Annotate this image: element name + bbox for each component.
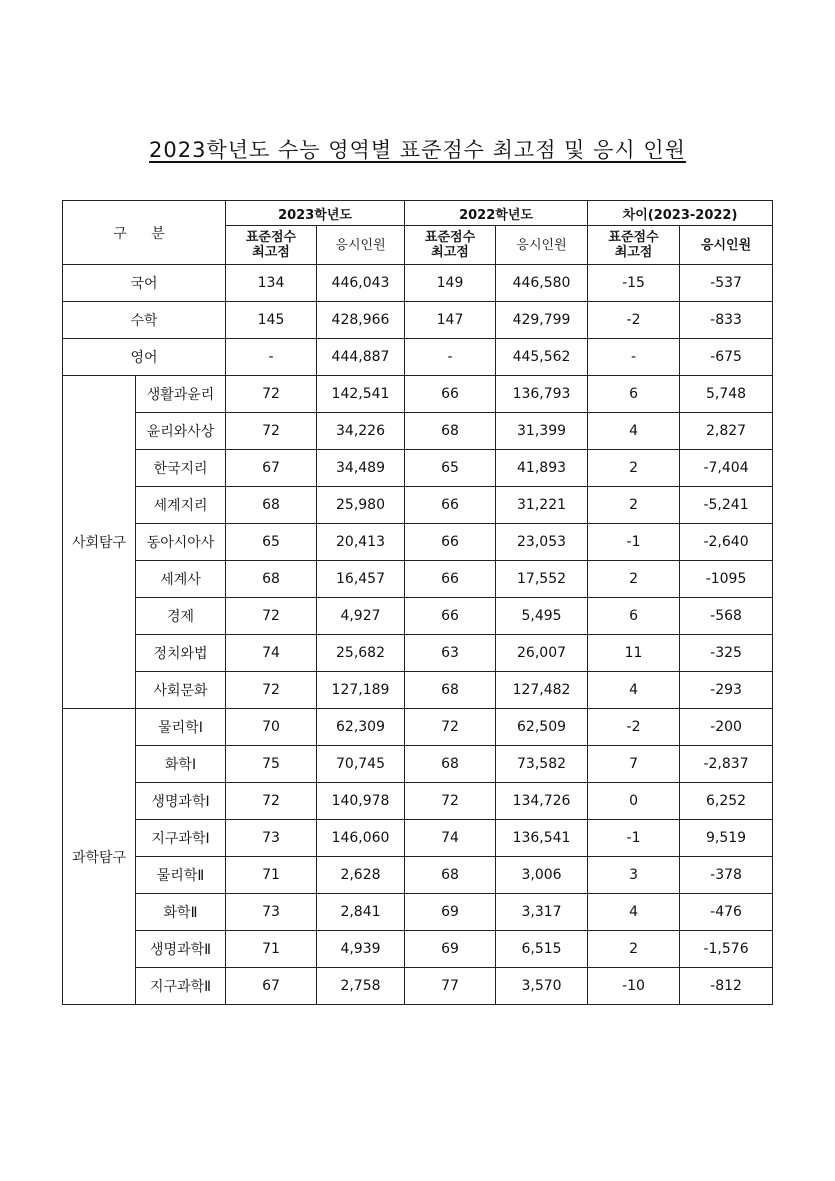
score-diff: -10	[588, 968, 680, 1005]
score-diff: -	[588, 339, 680, 376]
applicants-2022: 3,317	[496, 894, 588, 931]
score-diff: 6	[588, 598, 680, 635]
year-2023-header: 2023학년도	[226, 201, 405, 226]
subject-name: 물리학Ⅱ	[136, 857, 226, 894]
applicants-2023: 62,309	[317, 709, 405, 746]
applicants-2023: 127,189	[317, 672, 405, 709]
score-2023: 72	[226, 672, 317, 709]
table-row	[63, 413, 773, 450]
applicants-diff: 6,252	[680, 783, 773, 820]
table-row	[63, 302, 773, 339]
applicants-2022: 3,006	[496, 857, 588, 894]
subject-name: 생명과학Ⅰ	[136, 783, 226, 820]
score-diff: -2	[588, 302, 680, 339]
score-diff: -1	[588, 524, 680, 561]
applicants-header-diff: 응시인원	[680, 226, 773, 265]
subject-name: 지구과학Ⅰ	[136, 820, 226, 857]
subject-name: 지구과학Ⅱ	[136, 968, 226, 1005]
score-2023: 67	[226, 968, 317, 1005]
applicants-2023: 70,745	[317, 746, 405, 783]
table-row	[63, 968, 773, 1005]
score-2023: 68	[226, 487, 317, 524]
applicants-2023: 20,413	[317, 524, 405, 561]
diff-header: 차이(2023-2022)	[588, 201, 773, 226]
applicants-2022: 26,007	[496, 635, 588, 672]
applicants-2022: 5,495	[496, 598, 588, 635]
applicants-diff: -2,837	[680, 746, 773, 783]
score-2023: 72	[226, 598, 317, 635]
subject-name: 사회문화	[136, 672, 226, 709]
subject-name: 영어	[63, 339, 226, 376]
score-diff: 2	[588, 561, 680, 598]
subject-name: 생활과윤리	[136, 376, 226, 413]
year-2022-header: 2022학년도	[405, 201, 588, 226]
table-row	[63, 339, 773, 376]
subject-name: 생명과학Ⅱ	[136, 931, 226, 968]
applicants-diff: -568	[680, 598, 773, 635]
applicants-2023: 140,978	[317, 783, 405, 820]
score-diff: 6	[588, 376, 680, 413]
score-2022: 68	[405, 672, 496, 709]
applicants-2023: 25,682	[317, 635, 405, 672]
applicants-header-2022: 응시인원	[496, 226, 588, 265]
applicants-2022: 429,799	[496, 302, 588, 339]
table-row	[63, 672, 773, 709]
group-name: 과학탐구	[63, 709, 136, 1005]
score-2023: 72	[226, 413, 317, 450]
score-2023: 145	[226, 302, 317, 339]
score-diff: 4	[588, 894, 680, 931]
applicants-diff: -675	[680, 339, 773, 376]
score-2023: 67	[226, 450, 317, 487]
group-name: 사회탐구	[63, 376, 136, 709]
score-2022: 66	[405, 524, 496, 561]
applicants-diff: -1095	[680, 561, 773, 598]
applicants-2022: 136,541	[496, 820, 588, 857]
score-2022: 147	[405, 302, 496, 339]
score-diff: 3	[588, 857, 680, 894]
applicants-diff: -833	[680, 302, 773, 339]
applicants-2023: 2,841	[317, 894, 405, 931]
table-row	[63, 931, 773, 968]
table-row	[63, 635, 773, 672]
score-2023: 72	[226, 783, 317, 820]
score-2023: 72	[226, 376, 317, 413]
applicants-2022: 73,582	[496, 746, 588, 783]
applicants-2023: 142,541	[317, 376, 405, 413]
table-row	[63, 709, 773, 746]
applicants-2022: 31,399	[496, 413, 588, 450]
table-row	[63, 450, 773, 487]
table-row	[63, 487, 773, 524]
applicants-2023: 444,887	[317, 339, 405, 376]
table-row	[63, 783, 773, 820]
score-diff: -2	[588, 709, 680, 746]
score-2022: 66	[405, 598, 496, 635]
applicants-2022: 445,562	[496, 339, 588, 376]
applicants-2022: 23,053	[496, 524, 588, 561]
score-2023: 73	[226, 894, 317, 931]
table-row	[63, 376, 773, 413]
applicants-2023: 2,628	[317, 857, 405, 894]
subject-name: 경제	[136, 598, 226, 635]
subject-name: 한국지리	[136, 450, 226, 487]
subject-name: 화학Ⅱ	[136, 894, 226, 931]
score-2023: -	[226, 339, 317, 376]
applicants-diff: -378	[680, 857, 773, 894]
applicants-diff: -5,241	[680, 487, 773, 524]
applicants-2023: 4,939	[317, 931, 405, 968]
applicants-2023: 146,060	[317, 820, 405, 857]
applicants-diff: 9,519	[680, 820, 773, 857]
table-row	[63, 598, 773, 635]
score-2023: 134	[226, 265, 317, 302]
applicants-2022: 41,893	[496, 450, 588, 487]
applicants-diff: -812	[680, 968, 773, 1005]
score-2022: 69	[405, 931, 496, 968]
applicants-2023: 34,489	[317, 450, 405, 487]
subject-name: 동아시아사	[136, 524, 226, 561]
score-2022: -	[405, 339, 496, 376]
applicants-diff: -2,640	[680, 524, 773, 561]
table-row	[63, 561, 773, 598]
score-2023: 74	[226, 635, 317, 672]
score-2022: 65	[405, 450, 496, 487]
applicants-header-2023: 응시인원	[317, 226, 405, 265]
applicants-2023: 34,226	[317, 413, 405, 450]
score-2022: 69	[405, 894, 496, 931]
score-2022: 68	[405, 857, 496, 894]
score-diff: 4	[588, 413, 680, 450]
table-row	[63, 857, 773, 894]
applicants-2022: 3,570	[496, 968, 588, 1005]
applicants-2022: 6,515	[496, 931, 588, 968]
subject-name: 세계지리	[136, 487, 226, 524]
applicants-2023: 16,457	[317, 561, 405, 598]
table-row	[63, 265, 773, 302]
subject-name: 정치와법	[136, 635, 226, 672]
score-2022: 72	[405, 709, 496, 746]
applicants-diff: 2,827	[680, 413, 773, 450]
applicants-diff: 5,748	[680, 376, 773, 413]
score-2022: 77	[405, 968, 496, 1005]
subject-name: 수학	[63, 302, 226, 339]
score-2022: 149	[405, 265, 496, 302]
score-diff: 2	[588, 931, 680, 968]
score-diff: 2	[588, 450, 680, 487]
applicants-diff: -293	[680, 672, 773, 709]
score-2023: 71	[226, 931, 317, 968]
applicants-diff: -325	[680, 635, 773, 672]
subject-name: 윤리와사상	[136, 413, 226, 450]
table-row	[63, 894, 773, 931]
applicants-2022: 127,482	[496, 672, 588, 709]
score-header-2022: 표준점수 최고점	[405, 226, 496, 265]
score-header-2023: 표준점수 최고점	[226, 226, 317, 265]
applicants-2022: 17,552	[496, 561, 588, 598]
applicants-diff: -7,404	[680, 450, 773, 487]
score-diff: 0	[588, 783, 680, 820]
applicants-2023: 4,927	[317, 598, 405, 635]
table-row	[63, 820, 773, 857]
subject-name: 세계사	[136, 561, 226, 598]
score-2022: 74	[405, 820, 496, 857]
subject-name: 국어	[63, 265, 226, 302]
score-2022: 72	[405, 783, 496, 820]
score-2023: 71	[226, 857, 317, 894]
score-2023: 73	[226, 820, 317, 857]
score-header-diff: 표준점수 최고점	[588, 226, 680, 265]
applicants-2022: 31,221	[496, 487, 588, 524]
applicants-2023: 428,966	[317, 302, 405, 339]
score-diff: 11	[588, 635, 680, 672]
applicants-2023: 2,758	[317, 968, 405, 1005]
applicants-diff: -476	[680, 894, 773, 931]
applicants-2022: 62,509	[496, 709, 588, 746]
score-diff: 7	[588, 746, 680, 783]
subject-name: 물리학Ⅰ	[136, 709, 226, 746]
score-2023: 70	[226, 709, 317, 746]
applicants-2023: 446,043	[317, 265, 405, 302]
applicants-2023: 25,980	[317, 487, 405, 524]
applicants-2022: 136,793	[496, 376, 588, 413]
gubun-header: 구 분	[63, 201, 226, 265]
score-2022: 68	[405, 413, 496, 450]
score-diff: -15	[588, 265, 680, 302]
score-2023: 75	[226, 746, 317, 783]
table-body	[63, 265, 773, 1005]
table-row	[63, 746, 773, 783]
score-2022: 68	[405, 746, 496, 783]
score-2023: 65	[226, 524, 317, 561]
score-2022: 66	[405, 561, 496, 598]
table-row	[63, 524, 773, 561]
applicants-2022: 134,726	[496, 783, 588, 820]
score-2023: 68	[226, 561, 317, 598]
document-title: 2023학년도 수능 영역별 표준점수 최고점 및 응시 인원	[149, 138, 686, 162]
applicants-2022: 446,580	[496, 265, 588, 302]
subject-name: 화학Ⅰ	[136, 746, 226, 783]
score-diff: 4	[588, 672, 680, 709]
score-2022: 66	[405, 487, 496, 524]
score-2022: 63	[405, 635, 496, 672]
applicants-diff: -1,576	[680, 931, 773, 968]
applicants-diff: -200	[680, 709, 773, 746]
score-2022: 66	[405, 376, 496, 413]
applicants-diff: -537	[680, 265, 773, 302]
score-diff: -1	[588, 820, 680, 857]
score-diff: 2	[588, 487, 680, 524]
score-table	[62, 200, 773, 1005]
